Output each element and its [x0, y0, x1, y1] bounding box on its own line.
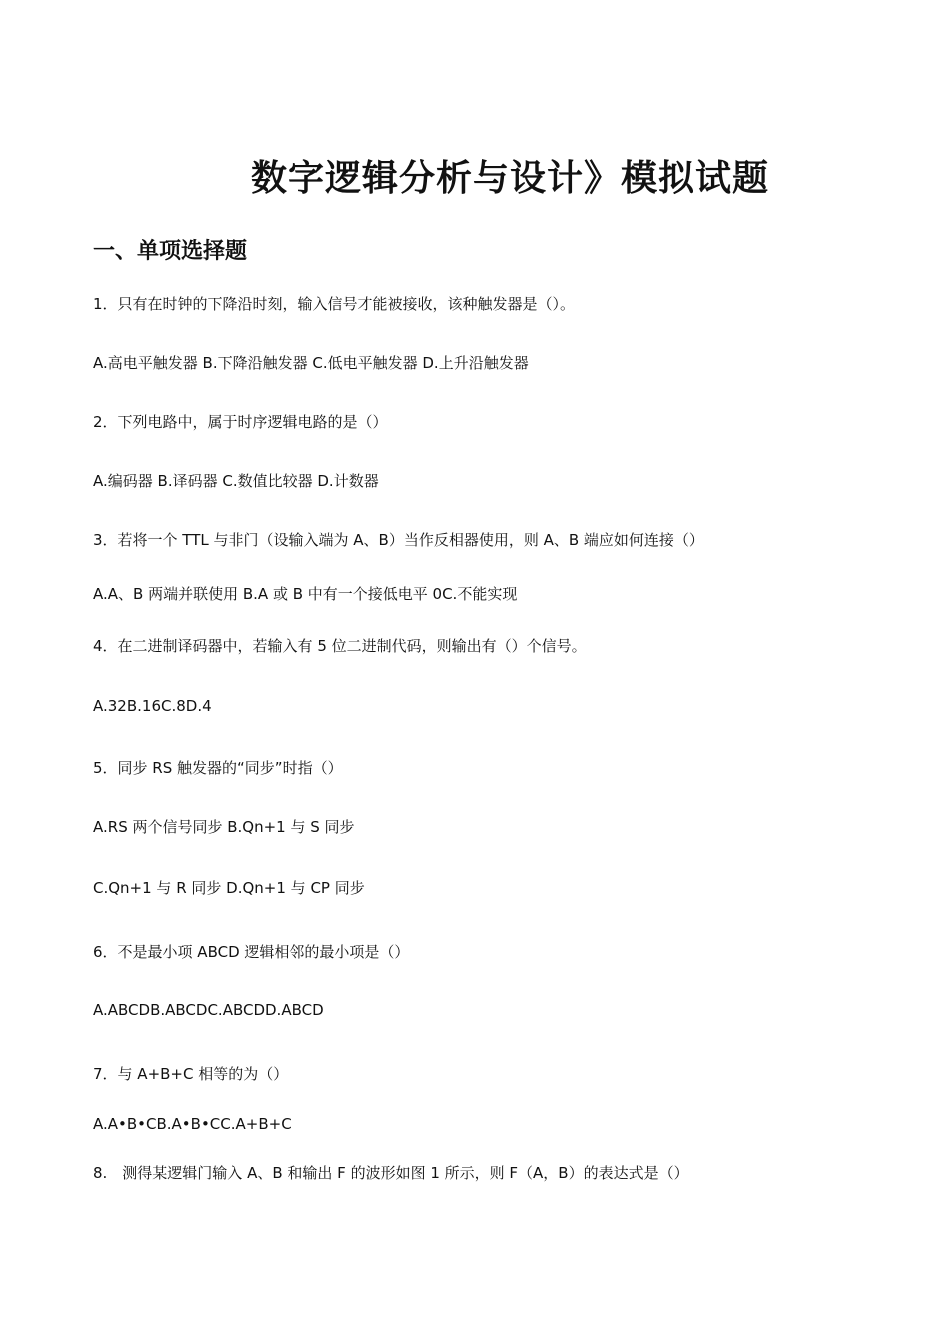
question-4: 4．在二进制译码器中，若输入有 5 位二进制代码，则输出有（）个信号。	[93, 637, 587, 655]
document-title: 数字逻辑分析与设计》模拟试题	[250, 158, 769, 199]
question-8: 8. 测得某逻辑门输入 A、B 和输出 F 的波形如图 1 所示，则 F（A，B）的表达式是（）	[93, 1164, 689, 1182]
question-5: 5．同步 RS 触发器的“同步”时指（）	[93, 759, 343, 777]
question-4-options: A.32B.16C.8D.4	[93, 697, 212, 715]
question-5-options-2: C.Qn+1 与 R 同步 D.Qn+1 与 CP 同步	[93, 879, 365, 897]
question-6: 6．不是最小项 ABCD 逻辑相邻的最小项是（）	[93, 943, 410, 961]
question-3: 3．若将一个 TTL 与非门（设输入端为 A、B）当作反相器使用，则 A、B 端应如何连接（）	[93, 531, 704, 549]
question-3-options: A.A、B 两端并联使用 B.A 或 B 中有一个接低电平 0C.不能实现	[93, 585, 518, 603]
question-7-options: A.A•B•CB.A•B•CC.A+B+C	[93, 1115, 292, 1133]
question-2: 2．下列电路中，属于时序逻辑电路的是（）	[93, 413, 388, 431]
question-5-options-1: A.RS 两个信号同步 B.Qn+1 与 S 同步	[93, 818, 355, 836]
question-2-options: A.编码器 B.译码器 C.数值比较器 D.计数器	[93, 472, 379, 490]
question-1: 1．只有在时钟的下降沿时刻，输入信号才能被接收，该种触发器是（）。	[93, 295, 576, 313]
question-1-options: A.高电平触发器 B.下降沿触发器 C.低电平触发器 D.上升沿触发器	[93, 354, 529, 372]
question-6-options: A.ABCDB.ABCDC.ABCDD.ABCD	[93, 1001, 324, 1019]
question-7: 7．与 A+B+C 相等的为（）	[93, 1065, 289, 1083]
section-heading: 一、单项选择题	[93, 239, 248, 264]
